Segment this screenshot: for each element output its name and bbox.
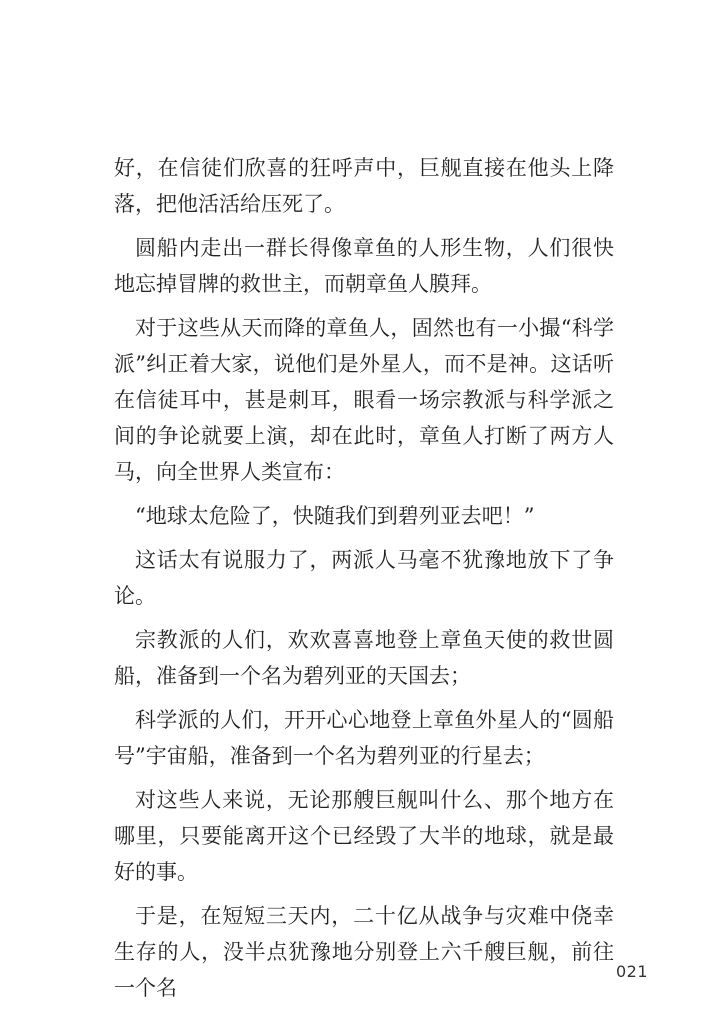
paragraph: 于是，在短短三天内，二十亿从战争与灾难中侥幸生存的人，没半点犹豫地分别登上六千艘巨舰，前往一个名	[114, 904, 614, 1000]
paragraph: 对于这些从天而降的章鱼人，固然也有一小撮“科学派”纠正着大家，说他们是外星人，而不是神。这话听在信徒耳中，甚是刺耳，眼看一场宗教派与科学派之间的争论就要上演，却在此时，章鱼人打断了两方人马，向全世界人类宣布：	[114, 316, 614, 484]
page-number: 021	[616, 962, 649, 981]
quoted-paragraph: “地球太危险了，快随我们到碧列亚去吧！”	[135, 504, 535, 528]
paragraph: 这话太有说服力了，两派人马毫不犹豫地放下了争论。	[114, 548, 614, 608]
paragraph: 好，在信徒们欣喜的狂呼声中，巨舰直接在他头上降落，把他活活给压死了。	[114, 156, 614, 216]
paragraph: 圆船内走出一群长得像章鱼的人形生物，人们很快地忘掉冒牌的救世主，而朝章鱼人膜拜。	[114, 236, 614, 296]
paragraph: 宗教派的人们，欢欢喜喜地登上章鱼天使的救世圆船，准备到一个名为碧列亚的天国去；	[114, 628, 614, 688]
body-text	[114, 150, 614, 1014]
paragraph: 对这些人来说，无论那艘巨舰叫什么、那个地方在哪里，只要能离开这个已经毁了大半的地球，就是最好的事。	[114, 788, 614, 884]
paragraph: 科学派的人们，开开心心地登上章鱼外星人的“圆船号”宇宙船，准备到一个名为碧列亚的行星去；	[114, 708, 614, 768]
